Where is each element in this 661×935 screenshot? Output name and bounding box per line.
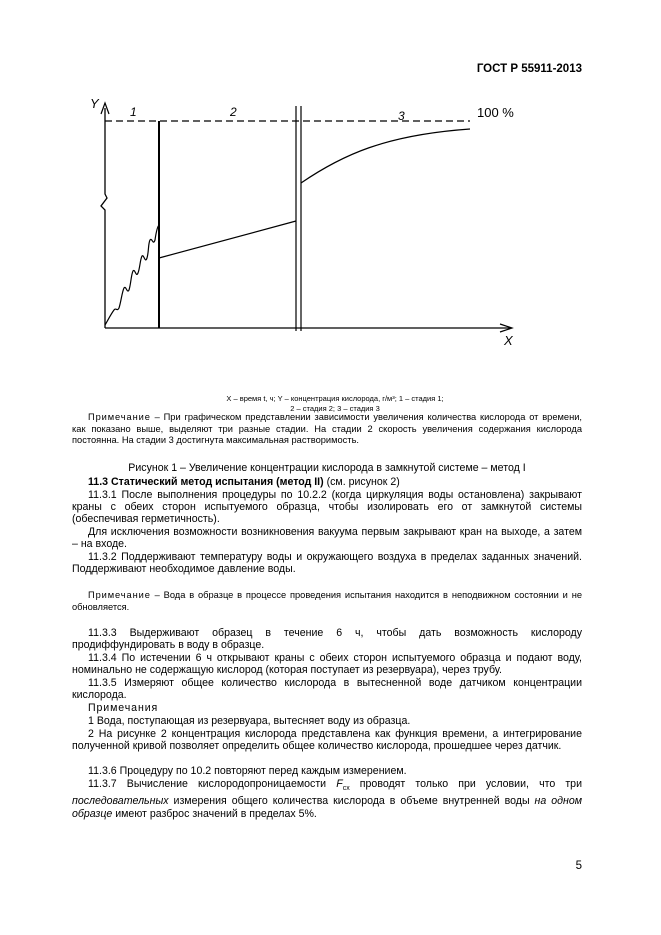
section-heading-ref: (см. рисунок 2) bbox=[323, 476, 400, 488]
section-heading-title: 11.3 Статический метод испытания (метод II) bbox=[88, 476, 324, 488]
note-2-text: – Вода в образце в процессе проведения испытания находится в неподвижном состоянии и не обновляется. bbox=[72, 590, 582, 612]
section-heading bbox=[72, 476, 582, 488]
figure-legend-line-2: 2 – стадия 2; 3 – стадия 3 bbox=[290, 404, 380, 413]
oxygen-concentration-figure bbox=[80, 88, 540, 350]
note-2 bbox=[72, 590, 582, 613]
italic-consecutive: последовательных bbox=[72, 795, 169, 808]
page-number: 5 bbox=[575, 860, 582, 872]
note-2-label: Примечание bbox=[88, 590, 151, 600]
symbol-subscript: сх bbox=[342, 785, 350, 793]
stage-label-3: 3 bbox=[398, 109, 405, 123]
curve-stage-3 bbox=[301, 129, 470, 183]
x-axis-label: X bbox=[504, 333, 513, 348]
y-axis-label: Y bbox=[90, 96, 99, 111]
note-1-label: Примечание bbox=[88, 412, 151, 422]
stage-label-2: 2 bbox=[230, 105, 237, 119]
paragraph-11-3-2: 11.3.2 Поддерживают температуру воды и окружающего воздуха в пределах заданных значений. Поддерживают необходимое давление воды. bbox=[72, 551, 582, 576]
paragraph-11-3-6: 11.3.6 Процедуру по 10.2 повторяют перед каждым измерением. bbox=[88, 765, 407, 777]
note-1 bbox=[72, 412, 582, 447]
paragraph-11-3-1: 11.3.1 После выполнения процедуры по 10.2.2 (когда циркуляция воды остановлена) закрывают краны с обеих сторон испытуемого образца, чтобы изолировать его от замкнутой системы (обеспечивая герметичность). bbox=[72, 489, 582, 526]
max-level-label: 100 % bbox=[477, 105, 514, 120]
paragraph-11-3-3: 11.3.3 Выдерживают образец в течение 6 ч, чтобы дать возможность кислороду продиффундировать в воду в образце. bbox=[72, 627, 582, 652]
paragraph-11-3-7: 11.3.7 Вычисление кислородопроницаемости $F_{сх}$ проводят только при условии, что три последовательных измерения общего количества кислорода в объеме внутренней воды на одном образце имеют разброс значений в пределах 5%. bbox=[72, 778, 582, 820]
y-axis bbox=[101, 103, 109, 328]
curve-stage-2 bbox=[159, 221, 296, 258]
paragraph-11-3-5: 11.3.5 Измеряют общее количество кислорода в вытесненной воде датчиком концентрации кислорода. bbox=[72, 677, 582, 702]
italic-one-sample: на одном образце bbox=[72, 795, 582, 820]
notes-item-1: 1 Вода, поступающая из резервуара, вытесняет воду из образца. bbox=[88, 715, 411, 727]
document-code: ГОСТ Р 55911-2013 bbox=[476, 63, 582, 75]
notes-heading: Примечания bbox=[88, 702, 159, 714]
paragraph-vacuum: Для исключения возможности возникновения вакуума первым закрывают кран на выходе, а затем – на входе. bbox=[72, 526, 582, 551]
stage-label-1: 1 bbox=[130, 105, 137, 119]
paragraph-11-3-4: 11.3.4 По истечении 6 ч открывают краны с обеих сторон испытуемого образца и подают воду, номинально не содержащую кислород (которая поступает из резервуара), через трубу. bbox=[72, 652, 582, 677]
figure-legend bbox=[90, 394, 580, 414]
figure-legend-line-1: X – время t, ч; Y – концентрация кислорода, г/м³; 1 – стадия 1; bbox=[226, 394, 444, 403]
axis-break-lines bbox=[296, 106, 301, 331]
notes-item-2: 2 На рисунке 2 концентрация кислорода представлена как функция времени, а интегрирование полученной кривой позволяет определить общее количество кислорода, прошедшее через датчик. bbox=[72, 728, 582, 753]
note-1-text: – При графическом представлении зависимости увеличения количества кислорода от времени, как показано выше, выделяют три разные стадии. На стадии 2 скорость увеличения содержания кислорода постоянна. На стадии 3 достигнута максимальная растворимость. bbox=[72, 412, 582, 445]
curve-stage-1 bbox=[105, 225, 159, 325]
symbol-f: F bbox=[336, 778, 343, 790]
figure-title: Рисунок 1 – Увеличение концентрации кислорода в замкнутой системе – метод I bbox=[128, 462, 526, 474]
x-axis bbox=[105, 324, 512, 332]
